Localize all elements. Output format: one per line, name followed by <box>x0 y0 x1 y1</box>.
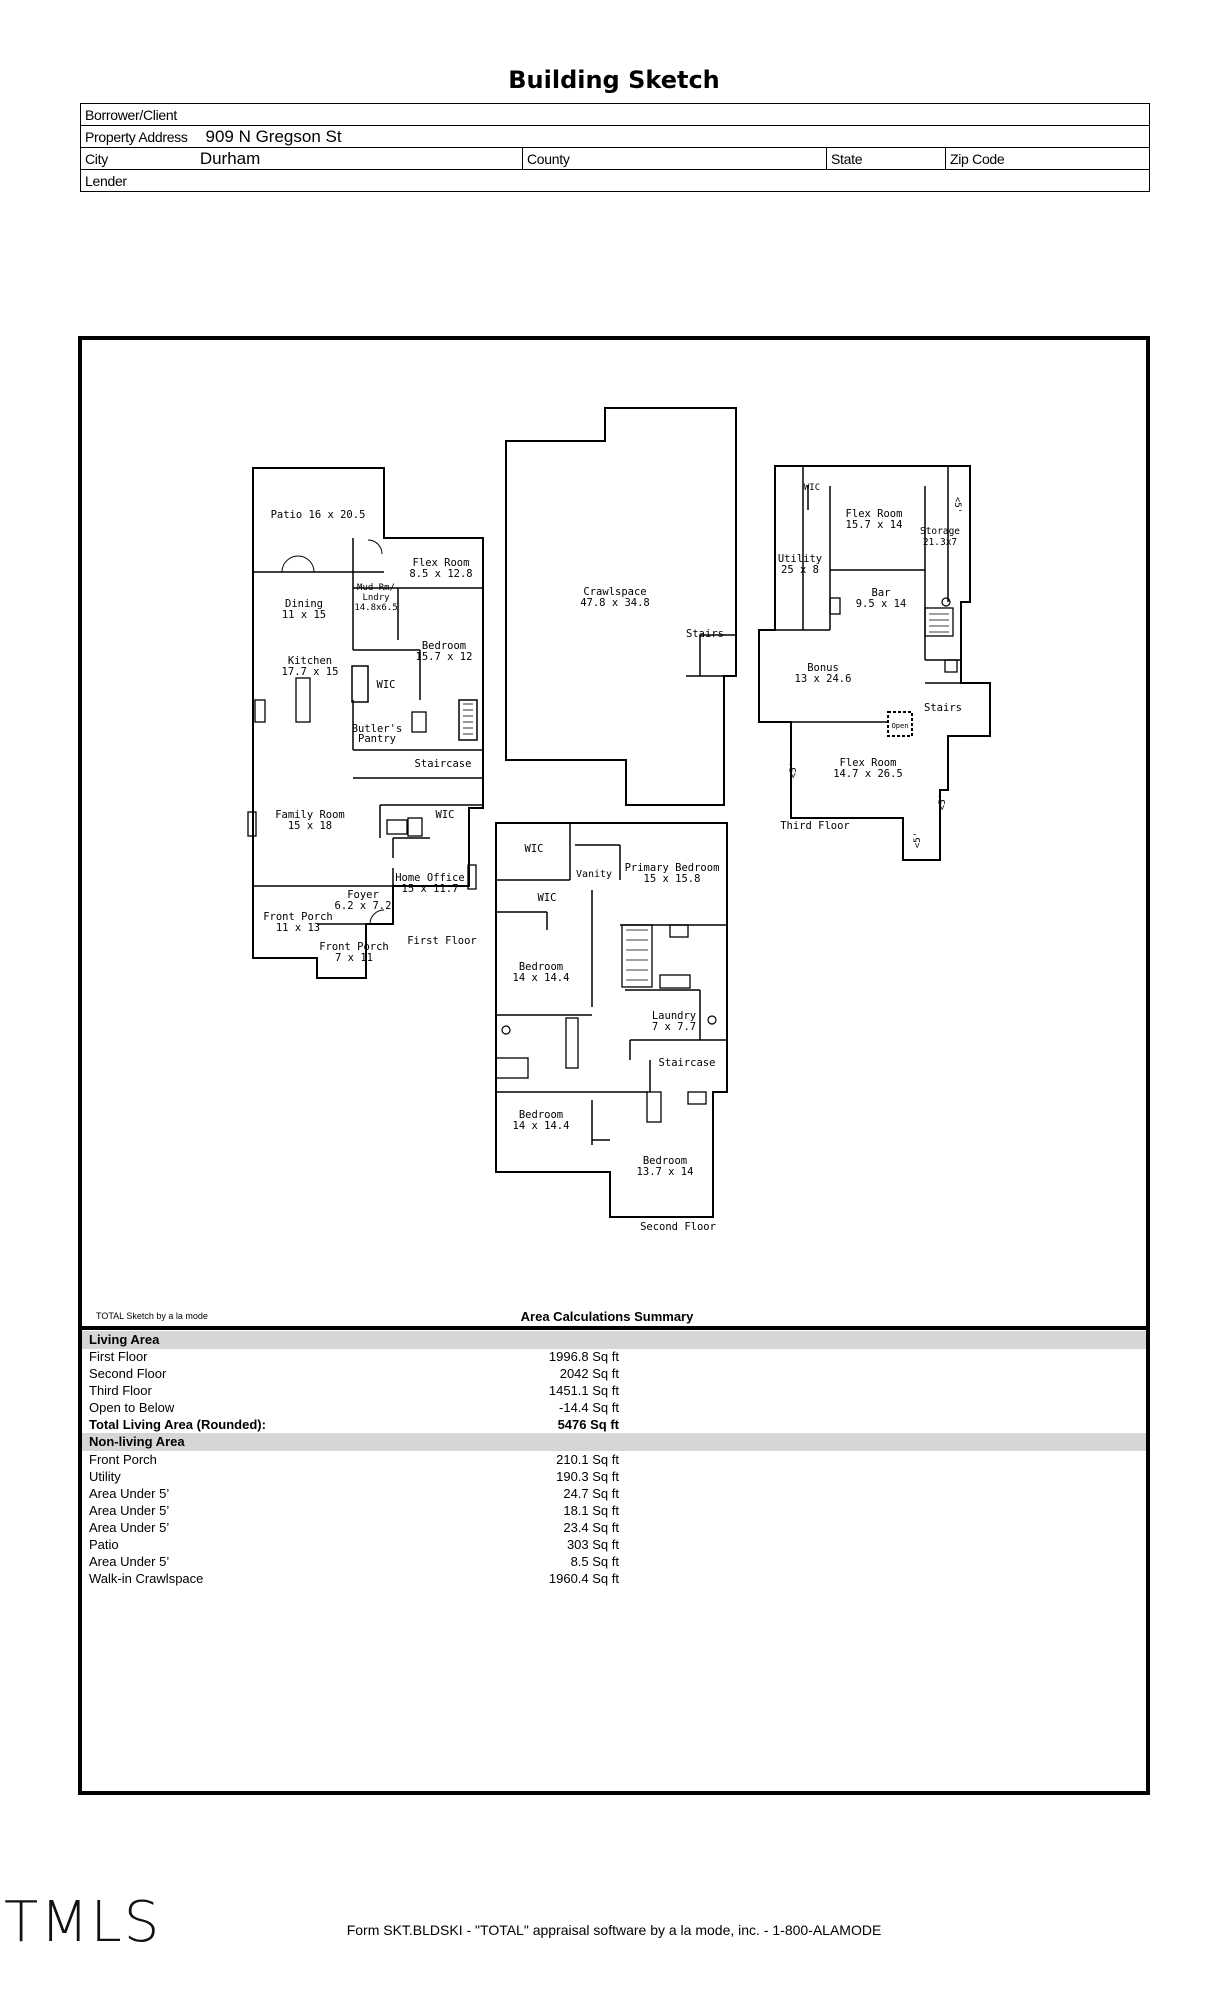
utility-size: 25 x 8 <box>781 564 819 576</box>
tmls-watermark: TMLS <box>4 1890 162 1955</box>
living-row: Open to Below -14.4 Sq ft <box>89 1400 619 1415</box>
bar-size: 9.5 x 14 <box>855 598 907 610</box>
dining-label: Dining <box>285 598 323 610</box>
family-room-label: Family Room <box>275 809 345 821</box>
under5-c-label: <5' <box>913 831 923 849</box>
laundry-size: 7 x 7.7 <box>651 1021 697 1033</box>
page-title: Building Sketch <box>508 66 720 94</box>
bedroom-2f-a-size: 14 x 14.4 <box>512 972 570 984</box>
primary-bedroom-label: Primary Bedroom <box>624 862 720 874</box>
living-row: Third Floor 1451.1 Sq ft <box>89 1383 619 1398</box>
utility-label: Utility <box>777 553 823 565</box>
dining-size: 11 x 15 <box>281 609 327 621</box>
wic-1f-label: WIC <box>376 679 396 691</box>
lender-label: Lender <box>85 173 127 189</box>
staircase-1f-label: Staircase <box>414 758 472 770</box>
wic-1f-b-label: WIC <box>435 809 455 821</box>
nonliving-row: Walk-in Crawlspace 1960.4 Sq ft <box>89 1571 619 1586</box>
city-value: Durham <box>199 149 261 168</box>
sketch-credit: TOTAL Sketch by a la mode <box>96 1311 208 1321</box>
foyer-label: Foyer <box>347 889 379 901</box>
first-floor-label: First Floor <box>407 935 477 947</box>
address-label: Property Address <box>85 129 188 145</box>
primary-bedroom-size: 15 x 15.8 <box>643 873 701 885</box>
nonliving-row: Area Under 5’ 8.5 Sq ft <box>89 1554 619 1569</box>
living-row: Second Floor 2042 Sq ft <box>89 1366 619 1381</box>
city-label: City <box>85 151 108 167</box>
kitchen-size: 17.7 x 15 <box>281 666 339 678</box>
bonus-size: 13 x 24.6 <box>794 673 852 685</box>
summary-divider <box>78 1326 1150 1330</box>
borrower-label: Borrower/Client <box>85 107 177 123</box>
flex-room-3f-b-size: 14.7 x 26.5 <box>833 768 903 780</box>
home-office-size: 15 x 11.7 <box>401 883 459 895</box>
family-room-size: 15 x 18 <box>287 820 333 832</box>
storage-label: Storage <box>919 526 961 537</box>
laundry-label: Laundry <box>651 1010 697 1022</box>
nonliving-row: Area Under 5’ 18.1 Sq ft <box>89 1503 619 1518</box>
storage-size: 21.3x7 <box>922 537 958 548</box>
crawlspace-size: 47.8 x 34.8 <box>580 597 650 609</box>
flex-room-1f-size: 8.5 x 12.8 <box>409 568 473 580</box>
mudroom-label: Mud Rm/ <box>357 583 395 593</box>
crawlspace-label: Crawlspace <box>583 586 647 598</box>
open-label: Open <box>891 722 909 730</box>
nonliving-row: Front Porch 210.1 Sq ft <box>89 1452 619 1467</box>
flex-room-3f-a-label: Flex Room <box>845 508 903 520</box>
living-area-header: Living Area <box>82 1331 1146 1349</box>
nonliving-row: Patio 303 Sq ft <box>89 1537 619 1552</box>
foyer-size: 6.2 x 7.2 <box>334 900 392 912</box>
second-floor-label: Second Floor <box>640 1221 716 1233</box>
bedroom-2f-c-label: Bedroom <box>642 1155 688 1167</box>
under5-d-label: <5' <box>952 496 962 514</box>
address-value: 909 N Gregson St <box>205 127 342 146</box>
bedroom-1f-label: Bedroom <box>421 640 467 652</box>
stairs-3f-label: Stairs <box>924 702 962 714</box>
butlers-size: Pantry <box>358 733 396 745</box>
staircase-2f-label: Staircase <box>658 1057 716 1069</box>
bedroom-1f-size: 15.7 x 12 <box>415 651 473 663</box>
third-floor-label: Third Floor <box>780 820 850 832</box>
area-summary-title: Area Calculations Summary <box>520 1309 694 1324</box>
nonliving-row: Utility 190.3 Sq ft <box>89 1469 619 1484</box>
nonliving-row: Area Under 5’ 23.4 Sq ft <box>89 1520 619 1535</box>
flex-room-3f-a-size: 15.7 x 14 <box>845 519 903 531</box>
zip-label: Zip Code <box>950 151 1005 167</box>
bedroom-2f-a-label: Bedroom <box>518 961 564 973</box>
bar-label: Bar <box>871 587 891 599</box>
front-porch-a-label: Front Porch <box>263 911 333 923</box>
home-office-label: Home Office <box>395 872 465 884</box>
front-porch-b-label: Front Porch <box>319 941 389 953</box>
bedroom-2f-b-label: Bedroom <box>518 1109 564 1121</box>
flex-room-3f-b-label: Flex Room <box>839 757 897 769</box>
county-label: County <box>527 151 570 167</box>
bedroom-2f-b-size: 14 x 14.4 <box>512 1120 570 1132</box>
kitchen-label: Kitchen <box>287 655 333 667</box>
front-porch-a-size: 11 x 13 <box>275 922 321 934</box>
wic-3f-label: WIC <box>803 483 821 493</box>
wic-2f-b-label: WIC <box>537 892 557 904</box>
room-labels <box>263 483 962 1233</box>
crawlspace-stairs-label: Stairs <box>686 628 724 640</box>
wic-2f-a-label: WIC <box>524 843 544 855</box>
nonliving-row: Area Under 5’ 24.7 Sq ft <box>89 1486 619 1501</box>
flex-room-1f-label: Flex Room <box>412 557 470 569</box>
front-porch-b-size: 7 x 11 <box>335 952 373 964</box>
mudroom-dims: 14.8x6.5 <box>354 603 398 613</box>
form-footer: Form SKT.BLDSKI - "TOTAL" appraisal software by a la mode, inc. - 1-800-ALAMODE <box>346 1922 882 1938</box>
nonliving-area-header: Non-living Area <box>82 1433 1146 1451</box>
total-living-row: Total Living Area (Rounded): 5476 Sq ft <box>89 1417 619 1432</box>
bedroom-2f-c-size: 13.7 x 14 <box>636 1166 694 1178</box>
mudroom-size: Lndry <box>362 593 390 603</box>
patio-label: Patio 16 x 20.5 <box>270 509 366 521</box>
vanity-label: Vanity <box>575 869 613 880</box>
state-label: State <box>831 151 863 167</box>
under5-a-label: <5' <box>789 761 799 779</box>
under5-b-label: <5' <box>938 793 948 811</box>
bonus-label: Bonus <box>807 662 839 674</box>
living-row: First Floor 1996.8 Sq ft <box>89 1349 619 1364</box>
butlers-label: Butler's <box>351 723 403 735</box>
